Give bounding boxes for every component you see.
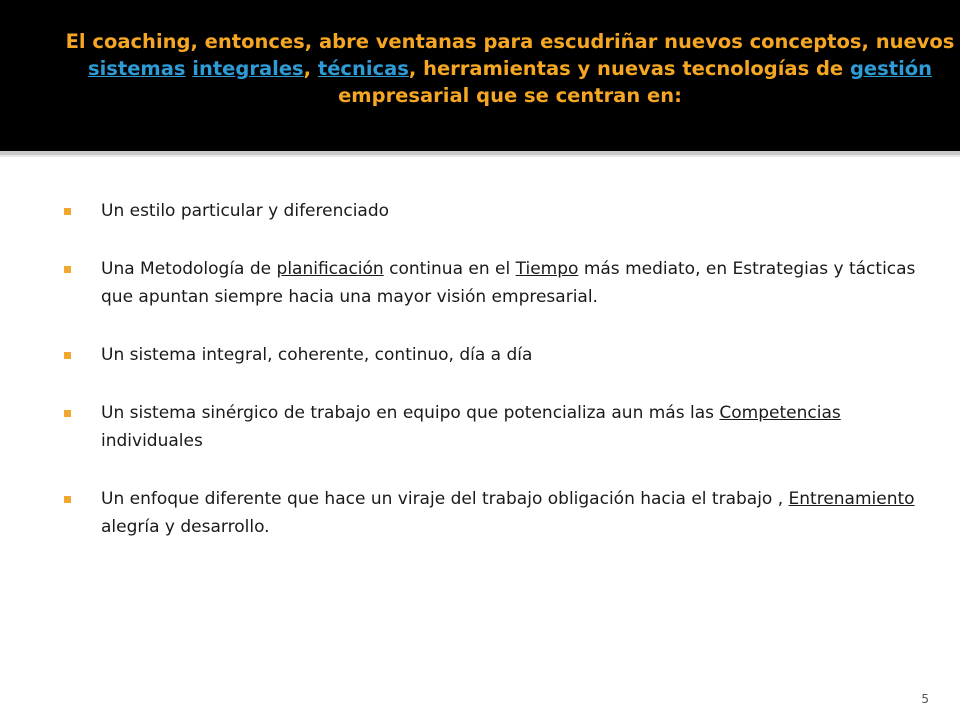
bullet-text <box>101 345 532 365</box>
bullet-list <box>64 197 924 571</box>
title-text: empresarial que se centran en: <box>338 84 682 107</box>
bullet-item <box>64 255 924 311</box>
bullet-text <box>101 259 915 307</box>
underlined-term: planificación <box>276 259 384 279</box>
bullet-text-segment: Una Metodología de <box>101 259 277 279</box>
underlined-term: Competencias <box>719 403 841 423</box>
bullet-text-segment: continua en el <box>383 259 516 279</box>
bullet-item <box>64 197 924 225</box>
bullet-text <box>101 489 915 537</box>
title-link[interactable]: integrales <box>192 57 304 80</box>
bullet-item <box>64 399 924 455</box>
bullet-item <box>64 485 924 541</box>
slide-title <box>60 28 960 109</box>
bullet-square-icon <box>64 266 71 273</box>
page-number: 5 <box>921 692 929 706</box>
title-text: El coaching, entonces, abre ventanas para escudriñar nuevos conceptos, nuevos <box>65 30 955 53</box>
bullet-text-segment: Un sistema sinérgico de trabajo en equipo que potencializa aun más las <box>101 403 720 423</box>
bullet-text-segment: más mediato, en Estrategias y tácticas que apuntan siempre hacia una mayor visión empresarial. <box>101 259 916 307</box>
bullet-square-icon <box>64 496 71 503</box>
header-divider-shadow <box>0 155 960 157</box>
bullet-text-segment: Un estilo particular y diferenciado <box>101 201 390 221</box>
title-text: , herramientas y nuevas tecnologías de <box>408 57 850 80</box>
bullet-square-icon <box>64 208 71 215</box>
bullet-text <box>101 201 389 221</box>
bullet-item <box>64 341 924 369</box>
title-link[interactable]: gestión <box>849 57 933 80</box>
bullet-square-icon <box>64 410 71 417</box>
underlined-term: Tiempo <box>515 259 579 279</box>
bullet-square-icon <box>64 352 71 359</box>
bullet-text-segment: alegría y desarrollo. <box>101 517 270 537</box>
bullet-text-segment: Un sistema integral, coherente, continuo, día a día <box>101 345 533 365</box>
bullet-text <box>101 403 841 451</box>
title-link[interactable]: técnicas <box>317 57 409 80</box>
title-banner <box>0 0 960 151</box>
bullet-text-segment: Un enfoque diferente que hace un viraje del trabajo obligación hacia el trabajo , <box>101 489 789 509</box>
bullet-text-segment: individuales <box>101 431 203 451</box>
title-text: , <box>303 57 318 80</box>
title-link[interactable]: sistemas <box>87 57 186 80</box>
underlined-term: Entrenamiento <box>788 489 915 509</box>
